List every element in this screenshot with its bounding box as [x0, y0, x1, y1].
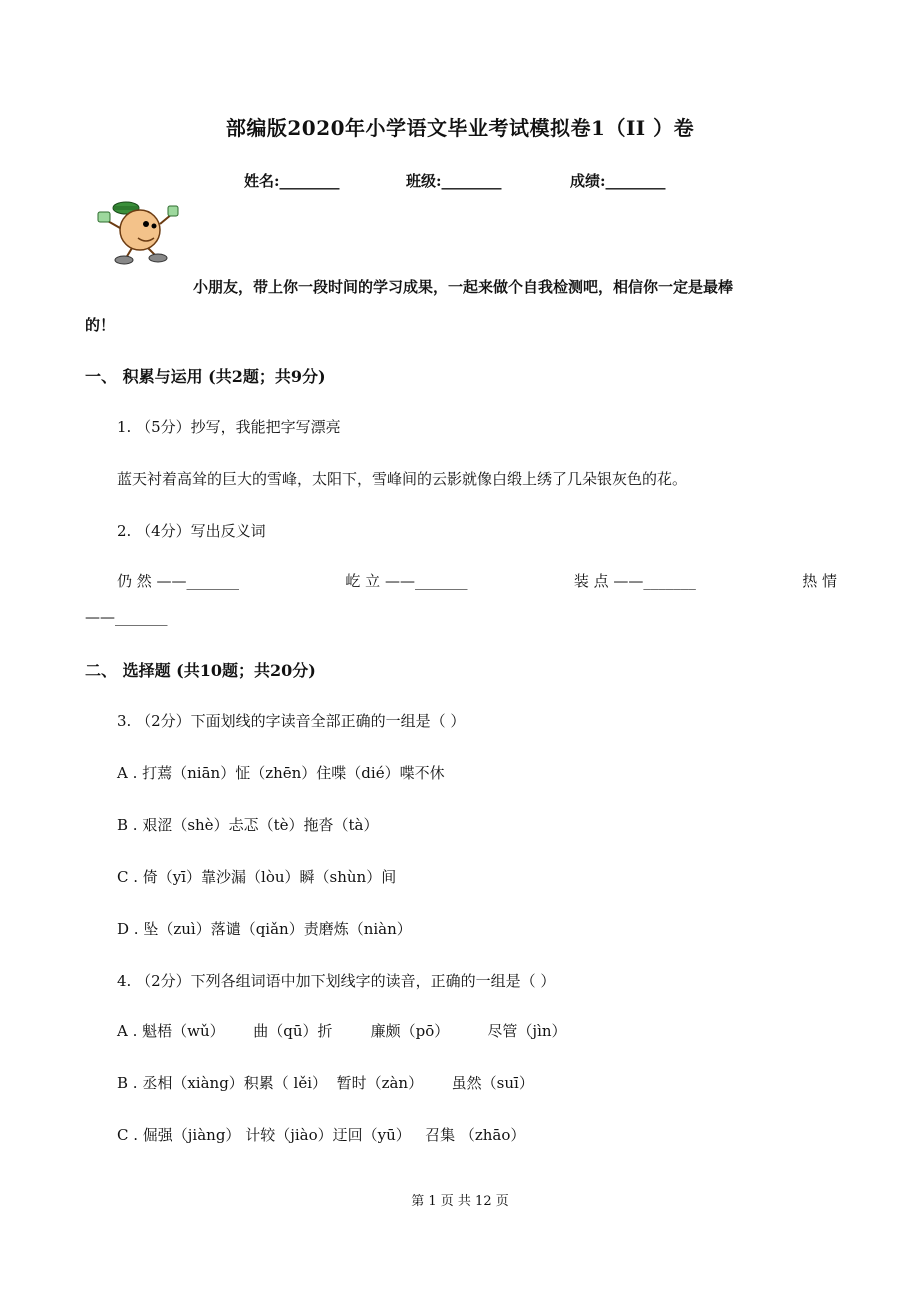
- antonym-wrap: ——_______: [85, 608, 168, 626]
- antonym-item: 热 情: [802, 572, 837, 590]
- question-3-option-c: C . 倚（yī）靠沙漏（lòu）瞬（shùn）间: [117, 868, 397, 886]
- intro-line-2: 的！: [85, 316, 116, 334]
- score-field: 成绩:________: [570, 172, 666, 190]
- class-field: 班级:________: [406, 172, 502, 190]
- name-field: 姓名:________: [244, 172, 340, 190]
- page-title: 部编版2020年小学语文毕业考试模拟卷1（II ）卷: [225, 116, 695, 140]
- antonym-row: [117, 570, 837, 591]
- question-3-option-d: D . 坠（zuì）落谴（qiǎn）责磨炼（niàn）: [117, 920, 412, 938]
- question-3-option-b: B . 艰涩（shè）忐忑（tè）拖沓（tà）: [117, 816, 379, 834]
- page-footer: 第 1 页 共 12 页: [411, 1194, 509, 1209]
- question-1-prompt: 1. （5分）抄写，我能把字写漂亮: [117, 418, 341, 436]
- antonym-item: 屹 立 ——_______: [345, 572, 468, 590]
- question-4-option-b: B . 丞相（xiàng）积累（ lěi） 暂时（zàn） 虽然（suī）: [117, 1074, 534, 1092]
- question-2-prompt: 2. （4分）写出反义词: [117, 522, 266, 540]
- antonym-item: 装 点 ——_______: [573, 572, 696, 590]
- mascot-illustration: [96, 198, 182, 268]
- question-4-prompt: 4. （2分）下列各组词语中加下划线字的读音，正确的一组是（ ）: [117, 972, 556, 990]
- section-heading-2: 二、 选择题 (共10题；共20分): [85, 661, 316, 680]
- question-4-option-a: A . 魁梧（wǔ） 曲（qū）折 廉颇（pō） 尽管（jìn）: [117, 1022, 567, 1040]
- question-3-option-a: A . 打蔫（niān）怔（zhēn）住喋（dié）喋不休: [117, 764, 445, 782]
- question-1-text: 蓝天衬着高耸的巨大的雪峰，太阳下，雪峰间的云影就像白缎上绣了几朵银灰色的花。: [117, 470, 688, 488]
- question-3-prompt: 3. （2分）下面划线的字读音全部正确的一组是（ ）: [117, 712, 466, 730]
- section-heading-1: 一、 积累与运用 (共2题；共9分): [85, 367, 326, 386]
- antonym-item: 仍 然 ——_______: [117, 572, 240, 590]
- question-4-option-c: C . 倔强（jiàng） 计较（jiào）迂回（yū） 召集 （zhāo）: [117, 1126, 526, 1144]
- intro-line-1: 小朋友，带上你一段时间的学习成果，一起来做个自我检测吧，相信你一定是最棒: [193, 278, 734, 296]
